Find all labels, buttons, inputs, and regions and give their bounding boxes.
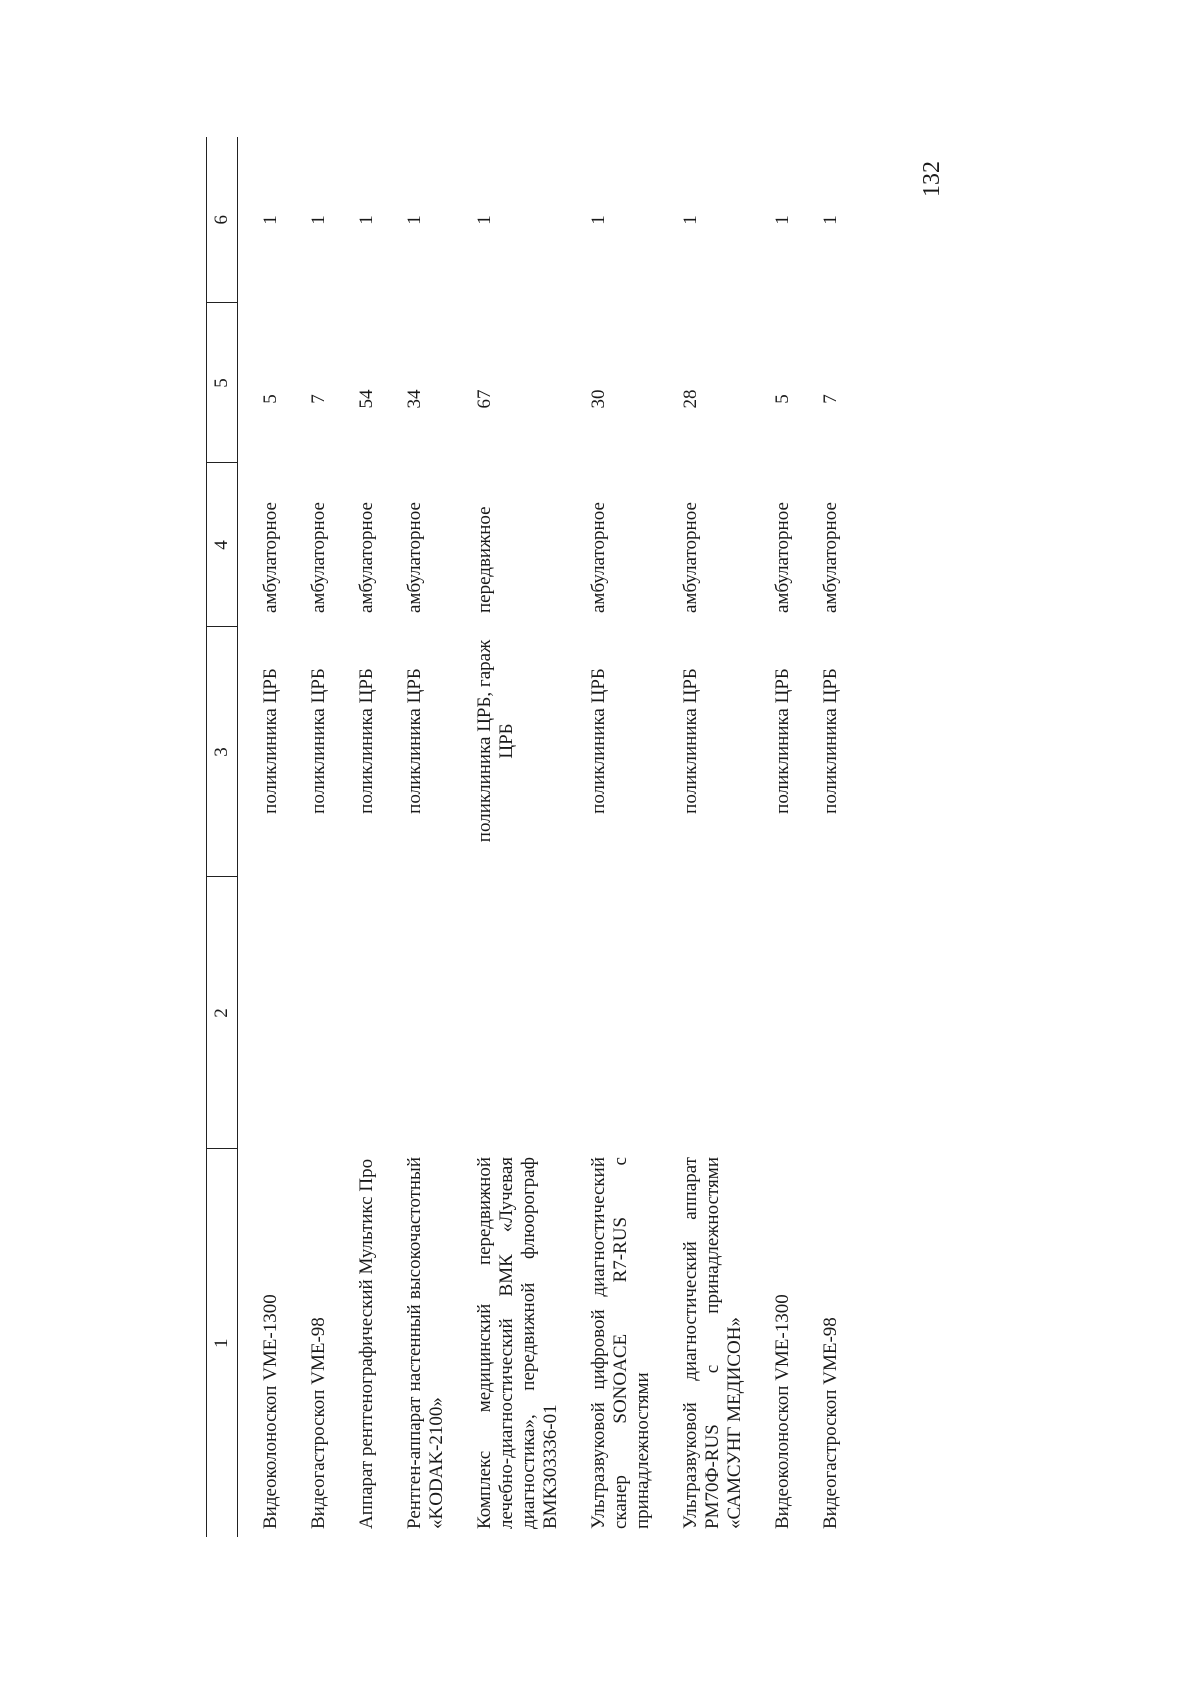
page-number: 132 [919,161,945,197]
equipment-type: передвижное [474,506,495,613]
equipment-name: Комплекс медицинский передвижной лечебно-диагностический ВМК «Лучевая диагностика», передвижной флюорограф ВМК303336-01 [474,1157,561,1529]
table-row [772,137,820,1537]
location: поликлиника ЦРБ, гараж ЦРБ [474,639,517,843]
location: поликлиника ЦРБ [356,668,377,814]
location: поликлиника ЦРБ [308,668,329,814]
quantity: 1 [404,215,425,225]
quantity: 1 [772,215,793,225]
column-2-value [356,877,404,1149]
column-header-1: 1 [207,1149,238,1537]
location: поликлиника ЦРБ [820,668,841,814]
quantity: 1 [356,215,377,225]
equipment-name: Видеоколоноскоп VME-1300 [772,1294,793,1529]
column-header-2: 2 [207,877,238,1149]
number-value: 5 [772,394,793,404]
quantity: 1 [588,215,609,225]
table-row [308,137,356,1537]
location: поликлиника ЦРБ [772,668,793,814]
equipment-type: амбулаторное [588,502,609,613]
column-2-value [680,877,772,1149]
equipment-type: амбулаторное [356,502,377,613]
number-value: 7 [820,394,841,404]
table-row [680,137,772,1537]
table-row [238,137,309,1537]
quantity: 1 [474,215,495,225]
number-value: 5 [260,394,281,404]
quantity: 1 [308,215,329,225]
column-header-6: 6 [207,137,238,303]
equipment-table [206,137,868,1537]
location: поликлиника ЦРБ [404,668,425,814]
number-value: 28 [680,389,701,409]
column-2-value [238,877,309,1149]
table-row [404,137,474,1537]
equipment-type: амбулаторное [772,502,793,613]
column-2-value [308,877,356,1149]
equipment-name: Видеогастроскоп VME-98 [820,1317,841,1529]
quantity: 1 [820,215,841,225]
location: поликлиника ЦРБ [680,668,701,814]
number-value: 34 [404,389,425,409]
equipment-name: Видеогастроскоп VME-98 [308,1317,329,1529]
number-value: 7 [308,394,329,404]
table-row [356,137,404,1537]
equipment-type: амбулаторное [680,502,701,613]
location: поликлиника ЦРБ [260,668,281,814]
table-header-row [207,137,238,1537]
equipment-type: амбулаторное [404,502,425,613]
number-value: 67 [474,389,495,409]
equipment-name: Рентген-аппарат настенный высокочастотный «KODAK-2100» [404,1157,447,1529]
equipment-type: амбулаторное [820,502,841,613]
quantity: 1 [680,215,701,225]
table-row [588,137,680,1537]
column-2-value [820,877,868,1149]
equipment-name: Ультразвуковой цифровой диагностический сканер SONOACE R7-RUS с принадлежностями [588,1157,653,1529]
column-header-3: 3 [207,627,238,877]
location: поликлиника ЦРБ [588,668,609,814]
equipment-type: амбулаторное [260,502,281,613]
table-row [474,137,588,1537]
column-2-value [772,877,820,1149]
column-header-4: 4 [207,463,238,627]
column-header-5: 5 [207,303,238,463]
equipment-type: амбулаторное [308,502,329,613]
column-2-value [404,877,474,1149]
equipment-name: Аппарат рентгенографический Мультикс Про [356,1158,377,1529]
number-value: 30 [588,389,609,409]
equipment-name: Видеоколоноскоп VME-1300 [260,1294,281,1529]
quantity: 1 [260,215,281,225]
equipment-name: Ультразвуковой диагностический аппарат PM70Ф-RUS с принадлежностями «САМСУНГ МЕДИСОН» [680,1157,745,1529]
number-value: 54 [356,389,377,409]
column-2-value [588,877,680,1149]
column-2-value [474,877,588,1149]
table-row [820,137,868,1537]
